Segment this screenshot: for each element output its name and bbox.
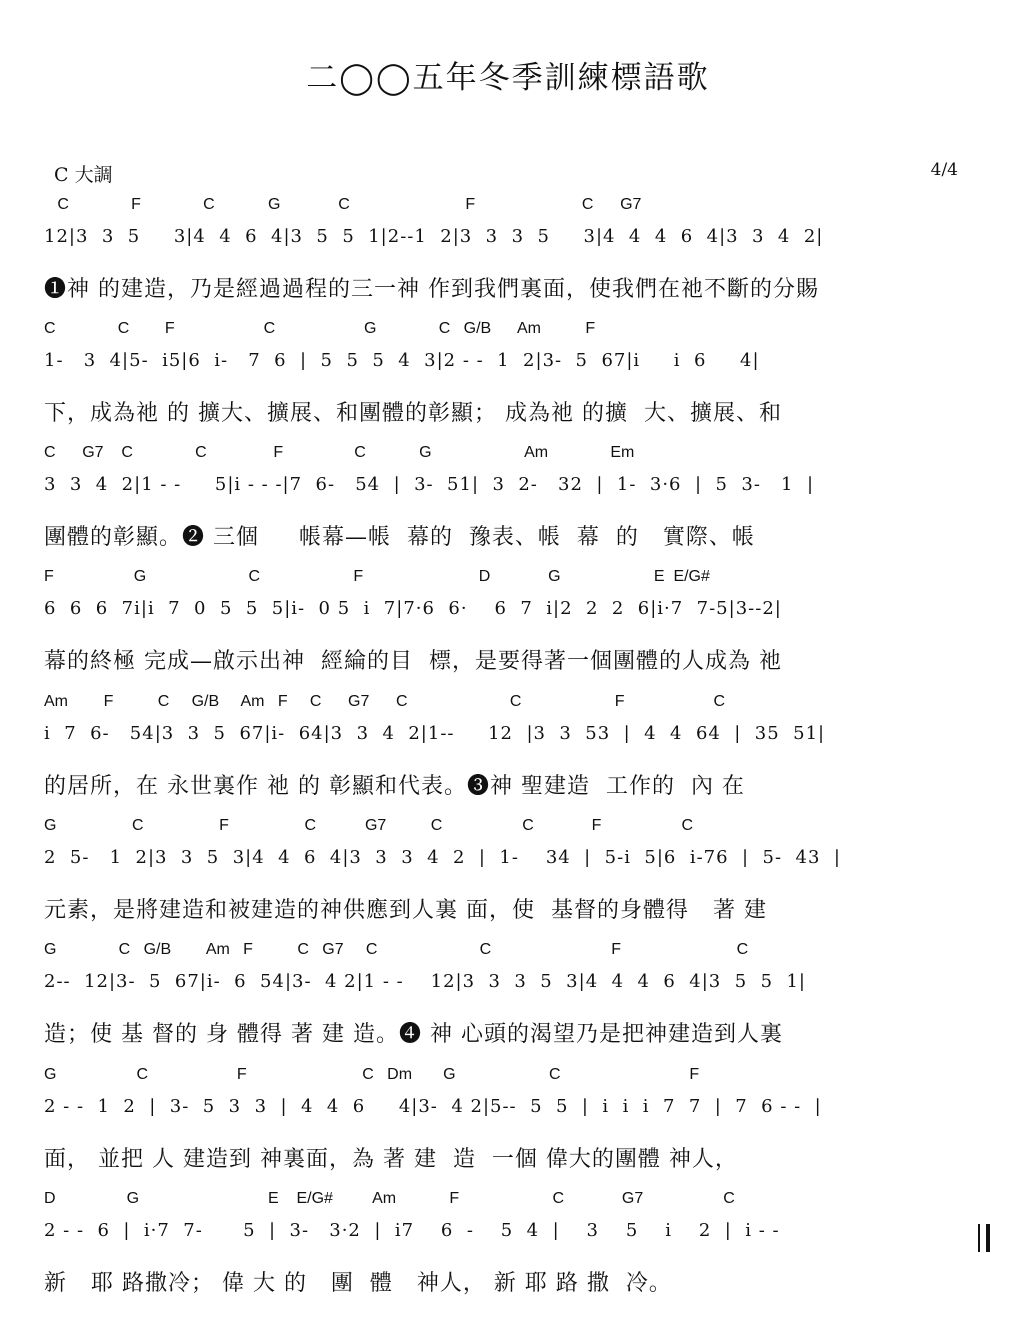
chord-line: D G E E/G# Am F C G7 C bbox=[44, 1190, 735, 1207]
notation-line: 12|3 3 5 3|4 4 6 4|3 5 5 1|2--1 2|3 3 3 5 3|4 4 4 6 4|3 3 4 2| bbox=[44, 226, 824, 247]
lyric-line: 造；使 基 督的 身 體得 著 建 造。❹ 神 心頭的渴望乃是把神建造到人裏 bbox=[44, 1022, 783, 1047]
notation-line: 2 5- 1 2|3 3 5 3|4 4 6 4|3 3 3 4 2 | 1- 34 | 5-i 5|6 i-76 | 5- 43 | bbox=[44, 847, 841, 868]
lyric-line: 元素，是將建造和被建造的神供應到人裏 面，使 基督的身體得 著 建 bbox=[44, 898, 767, 923]
key-signature: C 大調 bbox=[54, 164, 113, 186]
lyric-line: 幕的終極 完成—啟示出神 經綸的目 標，是要得著一個團體的人成為 祂 bbox=[44, 649, 782, 674]
song-title: 二◯◯五年冬季訓練標語歌 bbox=[306, 60, 710, 96]
chord-line: Am F C G/B Am F C G7 C C F C bbox=[44, 693, 725, 710]
notation-line: 2 - - 6 | i·7 7- 5 | 3- 3·2 | i7 6 - 5 4 | 3 5 i 2 | i - - bbox=[44, 1220, 780, 1241]
lyric-line: ❶神 的建造，乃是經過過程的三一神 作到我們裏面，使我們在祂不斷的分賜 bbox=[44, 277, 819, 302]
chord-line: G C F C Dm G C F bbox=[44, 1066, 700, 1083]
chord-line: C C F C G C G/B Am F bbox=[44, 320, 596, 337]
final-barline bbox=[978, 1224, 990, 1252]
chord-line: C G7 C C F C G Am Em bbox=[44, 444, 635, 461]
notation-line: i 7 6- 54|3 3 5 67|i- 64|3 3 4 2|1-- 12 |3 3 53 | 4 4 64 | 35 51| bbox=[44, 723, 826, 744]
chord-line: F G C F D G E E/G# bbox=[44, 568, 710, 585]
time-signature: 4/4 bbox=[930, 160, 958, 180]
notation-line: 1- 3 4|5- i5|6 i- 7 6 | 5 5 5 4 3|2 - - 1 2|3- 5 67|i i 6 4| bbox=[44, 350, 760, 371]
notation-line: 2-- 12|3- 5 67|i- 6 54|3- 4 2|1 - - 12|3 3 3 5 3|4 4 4 6 4|3 5 5 1| bbox=[44, 971, 806, 992]
notation-line: 6 6 6 7i|i 7 0 5 5 5|i- 0 5 i 7|7·6 6· 6 7 i|2 2 2 6|i·7 7-5|3--2| bbox=[44, 598, 782, 619]
notation-line: 3 3 4 2|1 - - 5|i - - -|7 6- 54 | 3- 51| 3 2- 32 | 1- 3·6 | 5 3- 1 | bbox=[44, 474, 815, 495]
lyric-line: 團體的彰顯。❷ 三個 帳幕—帳 幕的 豫表、帳 幕 的 實際、帳 bbox=[44, 525, 755, 550]
lyric-line: 新 耶 路撒冷； 偉 大 的 團 體 神人， 新 耶 路 撒 冷。 bbox=[44, 1271, 672, 1296]
lyric-line: 下，成為祂 的 擴大、擴展、和團體的彰顯； 成為祂 的擴 大、擴展、和 bbox=[44, 401, 782, 426]
chord-line: G C G/B Am F C G7 C C F C bbox=[44, 941, 749, 958]
lyric-line: 的居所，在 永世裏作 祂 的 彰顯和代表。❸神 聖建造 工作的 內 在 bbox=[44, 774, 745, 799]
chord-line: G C F C G7 C C F C bbox=[44, 817, 693, 834]
lyric-line: 面， 並把 人 建造到 神裏面，為 著 建 造 一個 偉大的團體 神人， bbox=[44, 1147, 738, 1172]
chord-line: C F C G C F C G7 bbox=[44, 196, 642, 213]
notation-line: 2 - - 1 2 | 3- 5 3 3 | 4 4 6 4|3- 4 2|5-- 5 5 | i i i 7 7 | 7 6 - - | bbox=[44, 1096, 822, 1117]
